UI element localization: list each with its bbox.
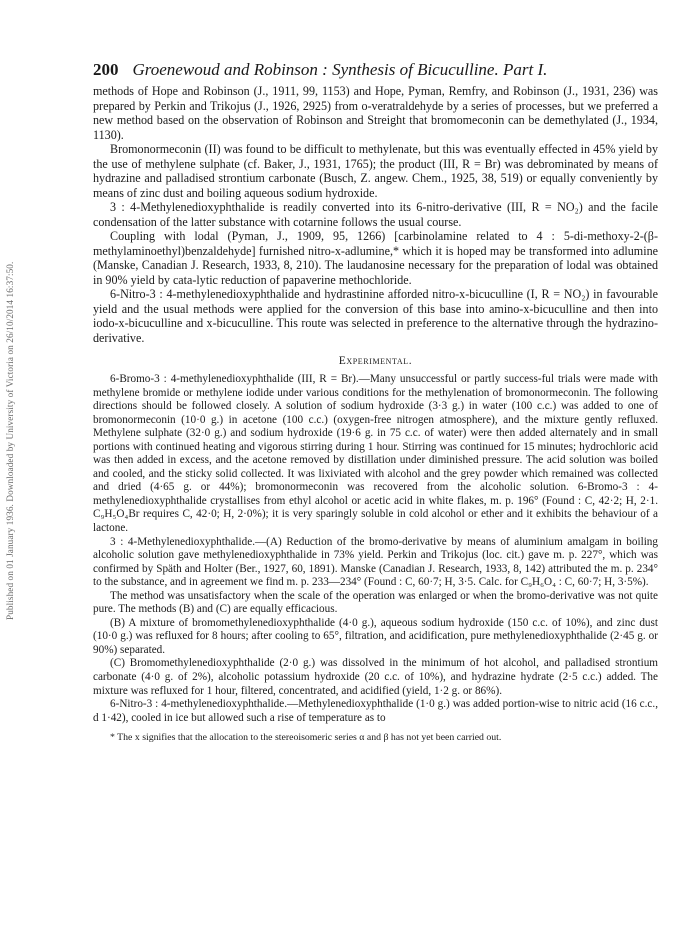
body-paragraph: methods of Hope and Robinson (J., 1911, 99, 1153) and Hope, Pyman, Remfry, and Robinson (J., 1931, 236) was prepared by Perkin and Trikojus (J., 1926, 2925) from o-veratraldehyde by a series of processes, but we preferred a new method based on the observation of Robinson and Streight that bromomeconin can be demethylated (J., 1934, 1130). (93, 84, 658, 142)
body-paragraph: 3 : 4-Methylenedioxyphthalide is readily converted into its 6-nitro-derivative (III, R = NO₂) and the facile condensation of the latter substance with cotarnine follows the usual course. (93, 200, 658, 229)
body-paragraph: Bromonormeconin (II) was found to be difficult to methylenate, but this was eventually effected in 45% yield by the use of methylene sulphate (cf. Baker, J., 1931, 1765); the product (III, R = Br) was debrominated by means of hydrazine and palladised strontium carbonate (Busch, Z. angew. Chem., 1925, 38, 519) or equally conveniently by means of zinc dust and boiling aqueous sodium hydroxide. (93, 142, 658, 200)
download-watermark: Published on 01 January 1936. Downloaded by University of Victoria on 26/10/2014 16:37:50. (5, 261, 15, 620)
experimental-section (93, 373, 658, 725)
footnote: * The x signifies that the allocation to the stereoisomeric series α and β has not yet been carried out. (110, 732, 502, 744)
experimental-heading: Experimental. (338, 355, 413, 367)
experimental-paragraph: The method was unsatisfactory when the scale of the operation was enlarged or when the bromo-derivative was not quite pure. The methods (B) and (C) are equally efficacious. (93, 589, 658, 616)
experimental-paragraph: 6-Bromo-3 : 4-methylenedioxyphthalide (III, R = Br).—Many unsuccessful or partly success-ful trials were made with methylene bromide or methylene iodide under various conditions for the methylenation of bromonormeconin. The following directions should be followed closely. A solution of sodium hydroxide (3·3 g.) in water (100 c.c.) was added to one of bromonormeconin (10·0 g.) in acetone (100 c.c.) (oxygen-free nitrogen atmosphere), and the mixture gently refluxed. Methylene sulphate (32·0 g.) and sodium hydroxide (19·6 g. in 75 c.c. of water) were then added alternately and in small portions with continued heating and vigorous stirring during 1 hour. Stirring was continued for 15 minutes; hydrochloric acid was then added in excess, and the acetone removed by distillation under diminished pressure. The acid solution was boiled and cooled, and the sticky solid collected. It was lixiviated with alcohol and the grey powder which remained was collected and dried (4·65 g. or 44%); bromonormeconin was recovered from the alcoholic solution. 6-Bromo-3 : 4-methylenedioxyphthalide crystallises from ethyl alcohol or acetic acid in white flakes, m. p. 196° (Found : C, 42·2; H, 2·1. C₉H₅O₄Br requires C, 42·0; H, 2·0%); it is very sparingly soluble in cold alcohol or ether and it exhibits the behaviour of a lactone. (93, 373, 658, 535)
paper-page (93, 60, 658, 744)
body-paragraph: Coupling with lodal (Pyman, J., 1909, 95, 1266) [carbinolamine related to 4 : 5-di-methoxy-2-(β-methylaminoethyl)benzaldehyde] furnished nitro-x-adlumine,* which it is hoped may be transformed into adlumine (Manske, Canadian J. Research, 1933, 8, 210). The laudanosine necessary for the preparation of lodal was obtained in 90% yield by cata-lytic reduction of papaverine methochloride. (93, 229, 658, 287)
introduction-section (93, 84, 658, 345)
experimental-paragraph: (C) Bromomethylenedioxyphthalide (2·0 g.) was dissolved in the minimum of hot alcohol, and palladised strontium carbonate (4·0 g. of 2%), alcoholic potassium hydroxide (20 c.c. of 10%), and hydrazine hydrate (2·5 c.c.) added. The mixture was refluxed for 1 hour, filtered, concentrated, and acidified (yield, 1·2 g. or 86%). (93, 657, 658, 697)
running-title: Groenewoud and Robinson : Synthesis of Bicuculline. Part I. (132, 60, 548, 79)
experimental-paragraph: (B) A mixture of bromomethylenedioxyphthalide (4·0 g.), aqueous sodium hydroxide (150 c.c. of 10%), and zinc dust (10·0 g.) was refluxed for 8 hours; after cooling to 65°, filtration, and acidification, pure methylenedioxyphthalide (2·45 g. or 90%) separated. (93, 616, 658, 656)
body-paragraph: 6-Nitro-3 : 4-methylenedioxyphthalide and hydrastinine afforded nitro-x-bicuculline (I, R = NO₂) in favourable yield and the usual methods were applied for the conversion of this base into amino-x-bicuculline and then into iodo-x-bicuculline and x-bicuculline. This route was selected in preference to the alternative through the hydrazino-derivative. (93, 287, 658, 345)
experimental-paragraph: 3 : 4-Methylenedioxyphthalide.—(A) Reduction of the bromo-derivative by means of aluminium amalgam in boiling alcoholic solution gave methylenedioxyphthalide in 73% yield. Perkin and Trikojus (loc. cit.) gave m. p. 227°, which was confirmed by Späth and Holter (Ber., 1927, 60, 1891). Manske (Canadian J. Research, 1933, 8, 142) attributed the m. p. 234° to the substance, and in agreement we find m. p. 233—234° (Found : C, 60·7; H, 3·5. Calc. for C₉H₆O₄ : C, 60·7; H, 3·5%). (93, 535, 658, 589)
page-header (93, 60, 658, 80)
experimental-paragraph: 6-Nitro-3 : 4-methylenedioxyphthalide.—Methylenedioxyphthalide (1·0 g.) was added portion-wise to nitric acid (16 c.c., d 1·42), cooled in ice but allowed such a rise of temperature as to (93, 698, 658, 724)
page-number: 200 (93, 60, 119, 79)
